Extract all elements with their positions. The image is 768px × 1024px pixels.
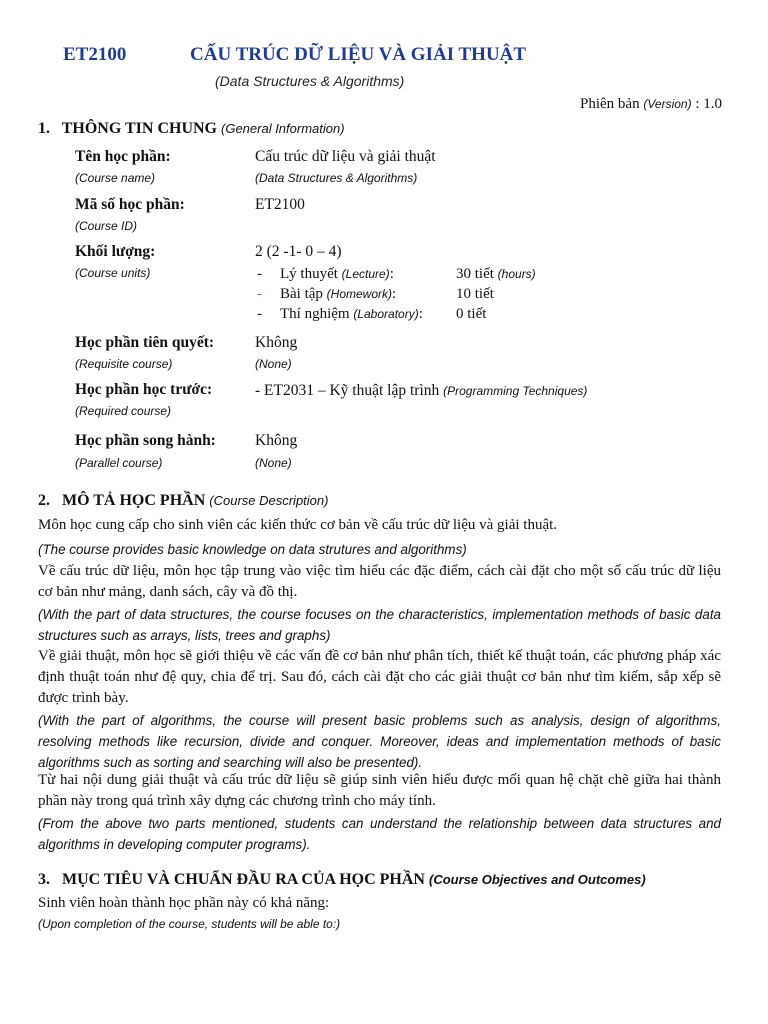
description-paragraph-en: (With the part of data structures, the course focuses on the characteristics, implementation methods of basic data structures such as arrays, lists, trees and graphs) (38, 607, 721, 643)
course-title-heading: CẤU TRÚC DỮ LIỆU VÀ GIẢI THUẬT (190, 44, 527, 65)
unit-name-en: (Laboratory) (353, 307, 419, 321)
course-id-value: ET2100 (255, 196, 305, 213)
course-name-value: Cấu trúc dữ liệu và giải thuật (255, 148, 436, 165)
course-id-label: Mã số học phần: (75, 196, 185, 213)
version-value: : 1.0 (695, 96, 722, 112)
course-name-value-en: (Data Structures & Algorithms) (255, 171, 418, 185)
course-subtitle: (Data Structures & Algorithms) (215, 73, 405, 89)
description-paragraph-en: (The course provides basic knowledge on data strutures and algorithms) (38, 542, 467, 557)
section-number: 3. (38, 871, 50, 888)
unit-name: Thí nghiệm (280, 306, 350, 322)
version-line (580, 96, 722, 113)
section-2-heading (38, 492, 328, 510)
objectives-intro-en: (Upon completion of the course, students will be able to:) (38, 917, 341, 931)
unit-name: Bài tập (280, 286, 323, 302)
parallel-value: Không (255, 432, 298, 449)
description-paragraph-en: (With the part of algorithms, the course will present basic problems such as analysis, design of algorithms, resolving methods like recursion, divide and conquer. Moreover, ideas and implementation methods of basic algorithms such as sorting and searching will also be presented). (38, 713, 721, 770)
section-title: THÔNG TIN CHUNG (61, 120, 217, 137)
unit-homework-value: 10 tiết (456, 286, 494, 302)
required-value (255, 382, 587, 400)
description-paragraph: Về cấu trúc dữ liệu, môn học tập trung vào việc tìm hiểu các đặc điểm, cách cài đặt cho một số cấu trúc dữ liệu cơ bản như mảng, danh sách, cây và đồ thị. (38, 563, 721, 600)
unit-colon: : (389, 266, 394, 282)
section-title: MỤC TIÊU VÀ CHUẨN ĐẦU RA CỦA HỌC PHẦN (62, 871, 425, 888)
section-number: 1. (38, 120, 50, 137)
description-paragraph-en: (From the above two parts mentioned, students can understand the relationship between data structures and algorithms in developing computer programs). (38, 816, 721, 852)
required-course: - ET2031 – Kỹ thuật lập trình (255, 382, 440, 399)
requisite-value: Không (255, 334, 298, 351)
section-title: MÔ TẢ HỌC PHẦN (62, 492, 206, 509)
unit-lecture-value (456, 266, 536, 283)
description-paragraph: Môn học cung cấp cho sinh viên các kiến thức cơ bản về cấu trúc dữ liệu và giải thuật. (38, 517, 558, 533)
description-paragraph: Về giải thuật, môn học sẽ giới thiệu về các vấn đề cơ bản như phân tích, thiết kế thuật toán, các phương pháp xác định thuật toán như đệ quy, chia để trị. Sau đó, cách cài đặt cho các giải thuật cơ bản như tìm kiếm, sắp xếp sẽ được trình bày. (38, 648, 721, 706)
version-label: Phiên bản (580, 96, 640, 112)
parallel-label: Học phần song hành: (75, 432, 216, 449)
unit-dash: - (257, 266, 262, 282)
section-title-en: (Course Description) (209, 493, 329, 508)
required-label: Học phần học trước: (75, 381, 213, 398)
unit-homework (280, 286, 396, 303)
objectives-intro: Sinh viên hoàn thành học phần này có khả năng: (38, 895, 330, 911)
unit-name: Lý thuyết (280, 266, 338, 282)
unit-lecture (280, 266, 394, 283)
unit-dash: - (257, 286, 262, 302)
unit-name-en: (Lecture) (341, 267, 390, 281)
course-units-label-en: (Course units) (75, 266, 151, 280)
description-paragraph: Từ hai nội dung giải thuật và cấu trúc dữ liệu sẽ giúp sinh viên hiểu được mối quan hệ chặt chẽ giữa hai thành phần này trong quá trình xây dựng các chương trình cho máy tính. (38, 772, 721, 809)
unit-colon: : (418, 306, 423, 322)
unit-dash: - (257, 306, 262, 322)
course-code-heading: ET2100 (63, 44, 127, 65)
course-name-label-en: (Course name) (75, 171, 156, 185)
course-name-label: Tên học phần: (75, 148, 171, 165)
requisite-label-en: (Requisite course) (75, 357, 173, 371)
unit-value-en: (hours) (497, 267, 536, 281)
section-3-heading (38, 871, 646, 889)
course-units-value: 2 (2 -1- 0 – 4) (255, 243, 342, 260)
course-id-label-en: (Course ID) (75, 219, 138, 233)
unit-laboratory-value: 0 tiết (456, 306, 487, 322)
unit-colon: : (392, 286, 397, 302)
required-label-en: (Required course) (75, 404, 172, 418)
unit-value: 30 tiết (456, 266, 494, 282)
section-title-en: (General Information) (221, 121, 345, 136)
section-1-heading (38, 120, 345, 138)
requisite-label: Học phần tiên quyết: (75, 334, 215, 351)
section-title-en: (Course Objectives and Outcomes) (428, 872, 646, 887)
parallel-label-en: (Parallel course) (75, 456, 163, 470)
version-label-en: (Version) (643, 97, 692, 111)
parallel-value-en: (None) (255, 456, 292, 470)
section-number: 2. (38, 492, 50, 509)
course-units-label: Khối lượng: (75, 243, 156, 260)
unit-laboratory (280, 306, 423, 323)
required-course-en: (Programming Techniques) (443, 384, 588, 398)
unit-name-en: (Homework) (326, 287, 392, 301)
requisite-value-en: (None) (255, 357, 292, 371)
